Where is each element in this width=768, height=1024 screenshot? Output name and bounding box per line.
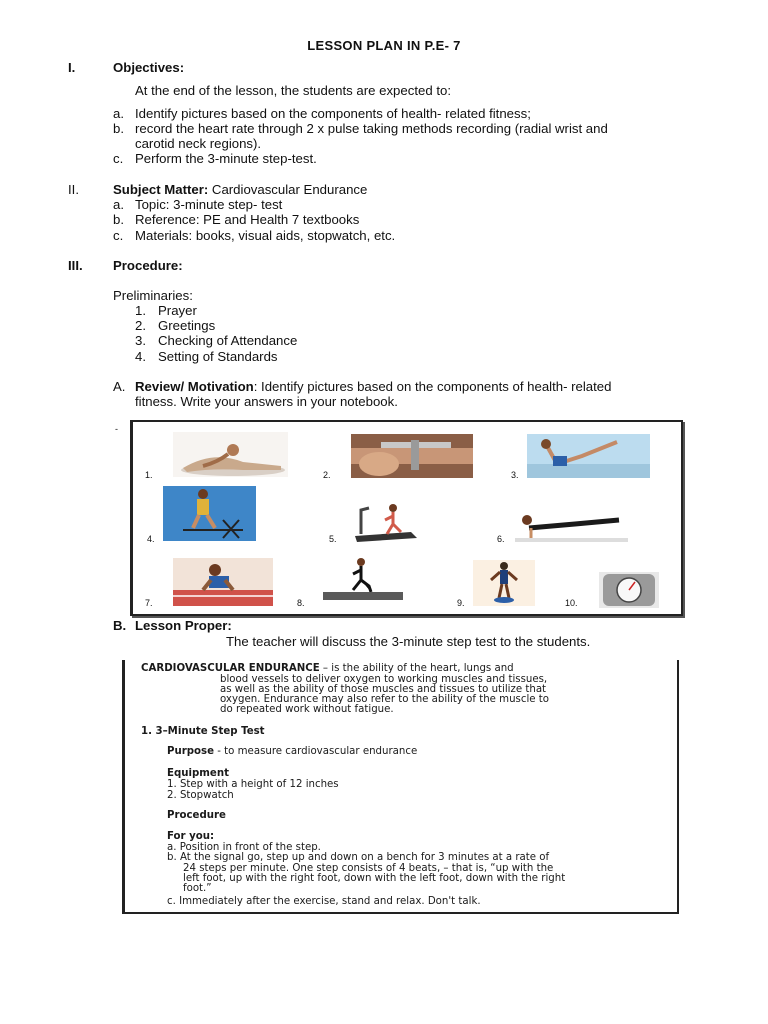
- objectives-intro: At the end of the lesson, the students are expected to:: [135, 83, 451, 98]
- subject-item: Reference: PE and Health 7 textbooks: [135, 212, 360, 227]
- step-exercise-picture: [315, 556, 409, 604]
- purpose-text: - to measure cardiovascular endurance: [214, 746, 418, 757]
- prelim-number: 2.: [135, 318, 146, 333]
- lesson-proper-text: The teacher will discuss the 3-minute step test to the students.: [226, 634, 591, 649]
- endurance-definition-line: do repeated work without fatigue.: [220, 704, 394, 715]
- stretching-picture: [173, 432, 288, 477]
- objective-letter: c.: [113, 151, 124, 166]
- section-number-subject: II.: [68, 182, 79, 197]
- endurance-definition-line: blood vessels to deliver oxygen to working muscles and tissues,: [220, 674, 548, 685]
- procedure-step: c. Immediately after the exercise, stand and relax. Don't talk.: [167, 896, 481, 907]
- review-text: : Identify pictures based on the components of health- related: [253, 379, 612, 394]
- treadmill-picture: [351, 502, 426, 542]
- picture-number: 3.: [511, 470, 519, 480]
- purpose-label: Purpose: [167, 746, 215, 757]
- subject-matter-line: [113, 182, 367, 197]
- picture-number: 10.: [565, 598, 578, 608]
- picture-number: 9.: [457, 598, 465, 608]
- review-continuation: fitness. Write your answers in your notebook.: [135, 394, 398, 409]
- procedure-step-continuation: foot.”: [183, 883, 212, 894]
- endurance-definition-start: – is the ability of the heart, lungs and: [319, 663, 514, 674]
- equipment-item: 1. Step with a height of 12 inches: [167, 779, 339, 790]
- objective-letter: a.: [113, 106, 124, 121]
- prelim-number: 4.: [135, 349, 146, 364]
- procedure-step: a. Position in front of the step.: [167, 842, 321, 853]
- procedure-step-continuation: left foot, up with the right foot, down with the left foot, down with the right: [183, 873, 566, 884]
- step-test-excerpt-box: [122, 660, 679, 914]
- prelim-item: Greetings: [158, 318, 216, 333]
- endurance-definition-line: as well as the ability of those muscles and tissues to utilize that: [220, 684, 547, 695]
- for-you-label: For you:: [167, 831, 215, 842]
- subject-letter: a.: [113, 197, 124, 212]
- procedure-step: b. At the signal go, step up and down on a bench for 3 minutes at a rate of: [167, 852, 550, 863]
- objectives-heading: Objectives:: [113, 60, 185, 75]
- page-title: LESSON PLAN IN P.E- 7: [307, 38, 461, 53]
- objective-letter: b.: [113, 121, 124, 136]
- subject-letter: b.: [113, 212, 124, 227]
- picture-number: 7.: [145, 598, 153, 608]
- stray-mark: -: [115, 424, 118, 434]
- procedure-label: Procedure: [167, 810, 226, 821]
- review-label: Review/ Motivation: [135, 379, 254, 394]
- picture-number: 6.: [497, 534, 505, 544]
- picture-number: 1.: [145, 470, 153, 480]
- equipment-item: 2. Stopwatch: [167, 790, 234, 801]
- preliminaries-label: Preliminaries:: [113, 288, 193, 303]
- equipment-label: Equipment: [167, 768, 229, 779]
- boat-pose-picture: [527, 434, 650, 478]
- section-number-objectives: I.: [68, 60, 76, 75]
- picture-number: 4.: [147, 534, 155, 544]
- picture-number: 5.: [329, 534, 337, 544]
- procedure-heading: Procedure:: [113, 258, 183, 273]
- subject-item: Topic: 3-minute step- test: [135, 197, 283, 212]
- endurance-definition-line: [141, 663, 514, 674]
- balance-picture: [473, 560, 535, 606]
- endurance-definition-line: oxygen. Endurance may also refer to the ability of the muscle to: [220, 694, 550, 705]
- section-number-procedure: III.: [68, 258, 83, 273]
- subject-item: Materials: books, visual aids, stopwatch, etc.: [135, 228, 396, 243]
- objective-item: Perform the 3-minute step-test.: [135, 151, 317, 166]
- jumping-picture: [163, 486, 256, 541]
- endurance-heading: CARDIOVASCULAR ENDURANCE: [141, 663, 320, 674]
- picture-number: 8.: [297, 598, 305, 608]
- prelim-number: 1.: [135, 303, 146, 318]
- subject-matter-heading: Subject Matter:: [113, 182, 209, 197]
- fitness-pictures-panel: [130, 420, 683, 616]
- prelim-number: 3.: [135, 333, 146, 348]
- lesson-proper-heading: Lesson Proper:: [135, 618, 232, 633]
- purpose-line: [167, 746, 417, 757]
- subject-letter: c.: [113, 228, 124, 243]
- objective-item: record the heart rate through 2 x pulse taking methods recording (radial wrist and: [135, 121, 608, 136]
- picture-number: 2.: [323, 470, 331, 480]
- prelim-item: Setting of Standards: [158, 349, 278, 364]
- prelim-item: Checking of Attendance: [158, 333, 298, 348]
- weighing-scale-picture: [599, 572, 659, 608]
- plank-picture: [515, 502, 628, 542]
- procedure-step-continuation: 24 steps per minute. One step consists of 4 beats, – that is, “up with the: [183, 863, 554, 874]
- lesson-letter: B.: [113, 618, 127, 633]
- objective-item: Identify pictures based on the components of health- related fitness;: [135, 106, 531, 121]
- review-letter: A.: [113, 379, 126, 394]
- objective-item-continuation: carotid neck regions).: [135, 136, 262, 151]
- sprint-start-picture: [173, 558, 273, 606]
- review-line: [135, 379, 611, 394]
- skinfold-caliper-picture: [351, 434, 473, 478]
- subject-matter-value: Cardiovascular Endurance: [208, 182, 368, 197]
- step-test-title: 1. 3–Minute Step Test: [141, 726, 265, 737]
- prelim-item: Prayer: [158, 303, 197, 318]
